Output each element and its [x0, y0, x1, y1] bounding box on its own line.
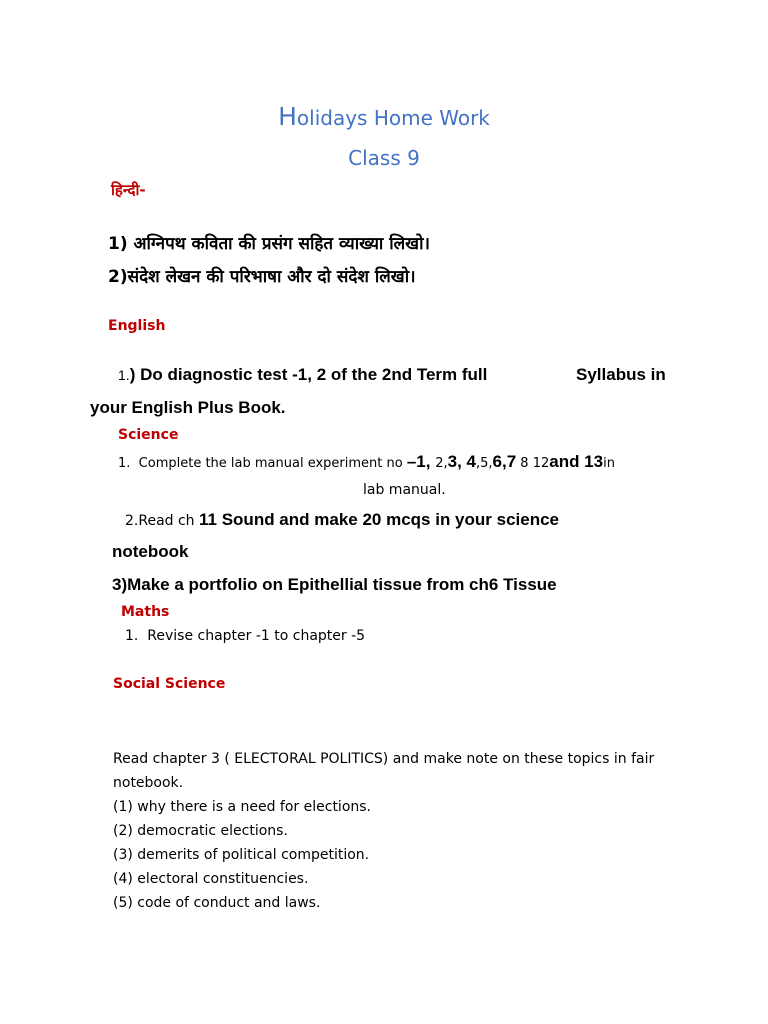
science-item-1-text: Complete the lab manual experiment no	[138, 456, 407, 471]
maths-item-1	[125, 628, 365, 644]
science-item-1-part-f: 6,7	[492, 452, 517, 471]
english-item-1-continuation: your English Plus Book.	[90, 398, 286, 417]
maths-heading: Maths	[121, 604, 170, 620]
maths-item-1-text: Revise chapter -1 to chapter -5	[147, 628, 366, 644]
science-item-1-part-h: and 13	[549, 452, 604, 471]
social-science-topic: (2) democratic elections.	[113, 823, 288, 839]
social-science-topic: (3) demerits of political competition.	[113, 847, 370, 863]
hindi-heading: हिन्दी-	[111, 181, 146, 199]
social-science-heading: Social Science	[113, 676, 226, 692]
science-item-1-number: 1.	[118, 456, 131, 471]
social-science-topic: (1) why there is a need for elections.	[113, 799, 372, 815]
english-item-1-end: Syllabus in	[576, 365, 666, 384]
social-science-topic: (5) code of conduct and laws.	[113, 895, 321, 911]
science-item-2	[125, 510, 559, 530]
science-heading: Science	[118, 427, 179, 443]
science-item-1-continuation: lab manual.	[363, 482, 446, 498]
social-science-intro-continuation: notebook.	[113, 775, 184, 791]
science-item-1-part-b: –1,	[406, 452, 436, 471]
science-item-1-part-d: 3, 4	[447, 452, 476, 471]
science-item-2-text: 11 Sound and make 20 mcqs in your science	[199, 510, 559, 529]
english-item-1-text: ) Do diagnostic test -1, 2 of the 2nd Term full	[129, 365, 488, 384]
document-title	[0, 102, 768, 131]
science-item-1-part-i: in	[603, 456, 615, 471]
hindi-question-1: 1) अग्निपथ कविता की प्रसंग सहित व्याख्या लिखो।	[108, 234, 430, 254]
class-label: Class 9	[348, 146, 420, 170]
science-item-2-prefix: 2.Read ch	[125, 513, 200, 529]
science-item-1-part-g: 8 12	[516, 456, 550, 471]
title-initial: H	[278, 102, 297, 131]
science-item-1-part-e: ,5,	[475, 456, 493, 471]
english-item-1-number: 1.	[118, 367, 130, 383]
title-rest: olidays Home Work	[296, 106, 490, 130]
english-heading: English	[108, 318, 166, 334]
science-item-1	[118, 452, 615, 472]
social-science-topic: (4) electoral constituencies.	[113, 871, 309, 887]
science-item-3: 3)Make a portfolio on Epithellial tissue from ch6 Tissue	[112, 575, 557, 594]
science-item-1-part-c: 2,	[435, 456, 448, 471]
science-item-2-continuation: notebook	[112, 542, 189, 561]
maths-item-1-number: 1.	[125, 628, 139, 644]
hindi-question-2: 2)संदेश लेखन की परिभाषा और दो संदेश लिखो।	[108, 267, 416, 287]
english-item-1	[118, 365, 487, 385]
social-science-intro: Read chapter 3 ( ELECTORAL POLITICS) and make note on these topics in fair	[113, 751, 655, 767]
